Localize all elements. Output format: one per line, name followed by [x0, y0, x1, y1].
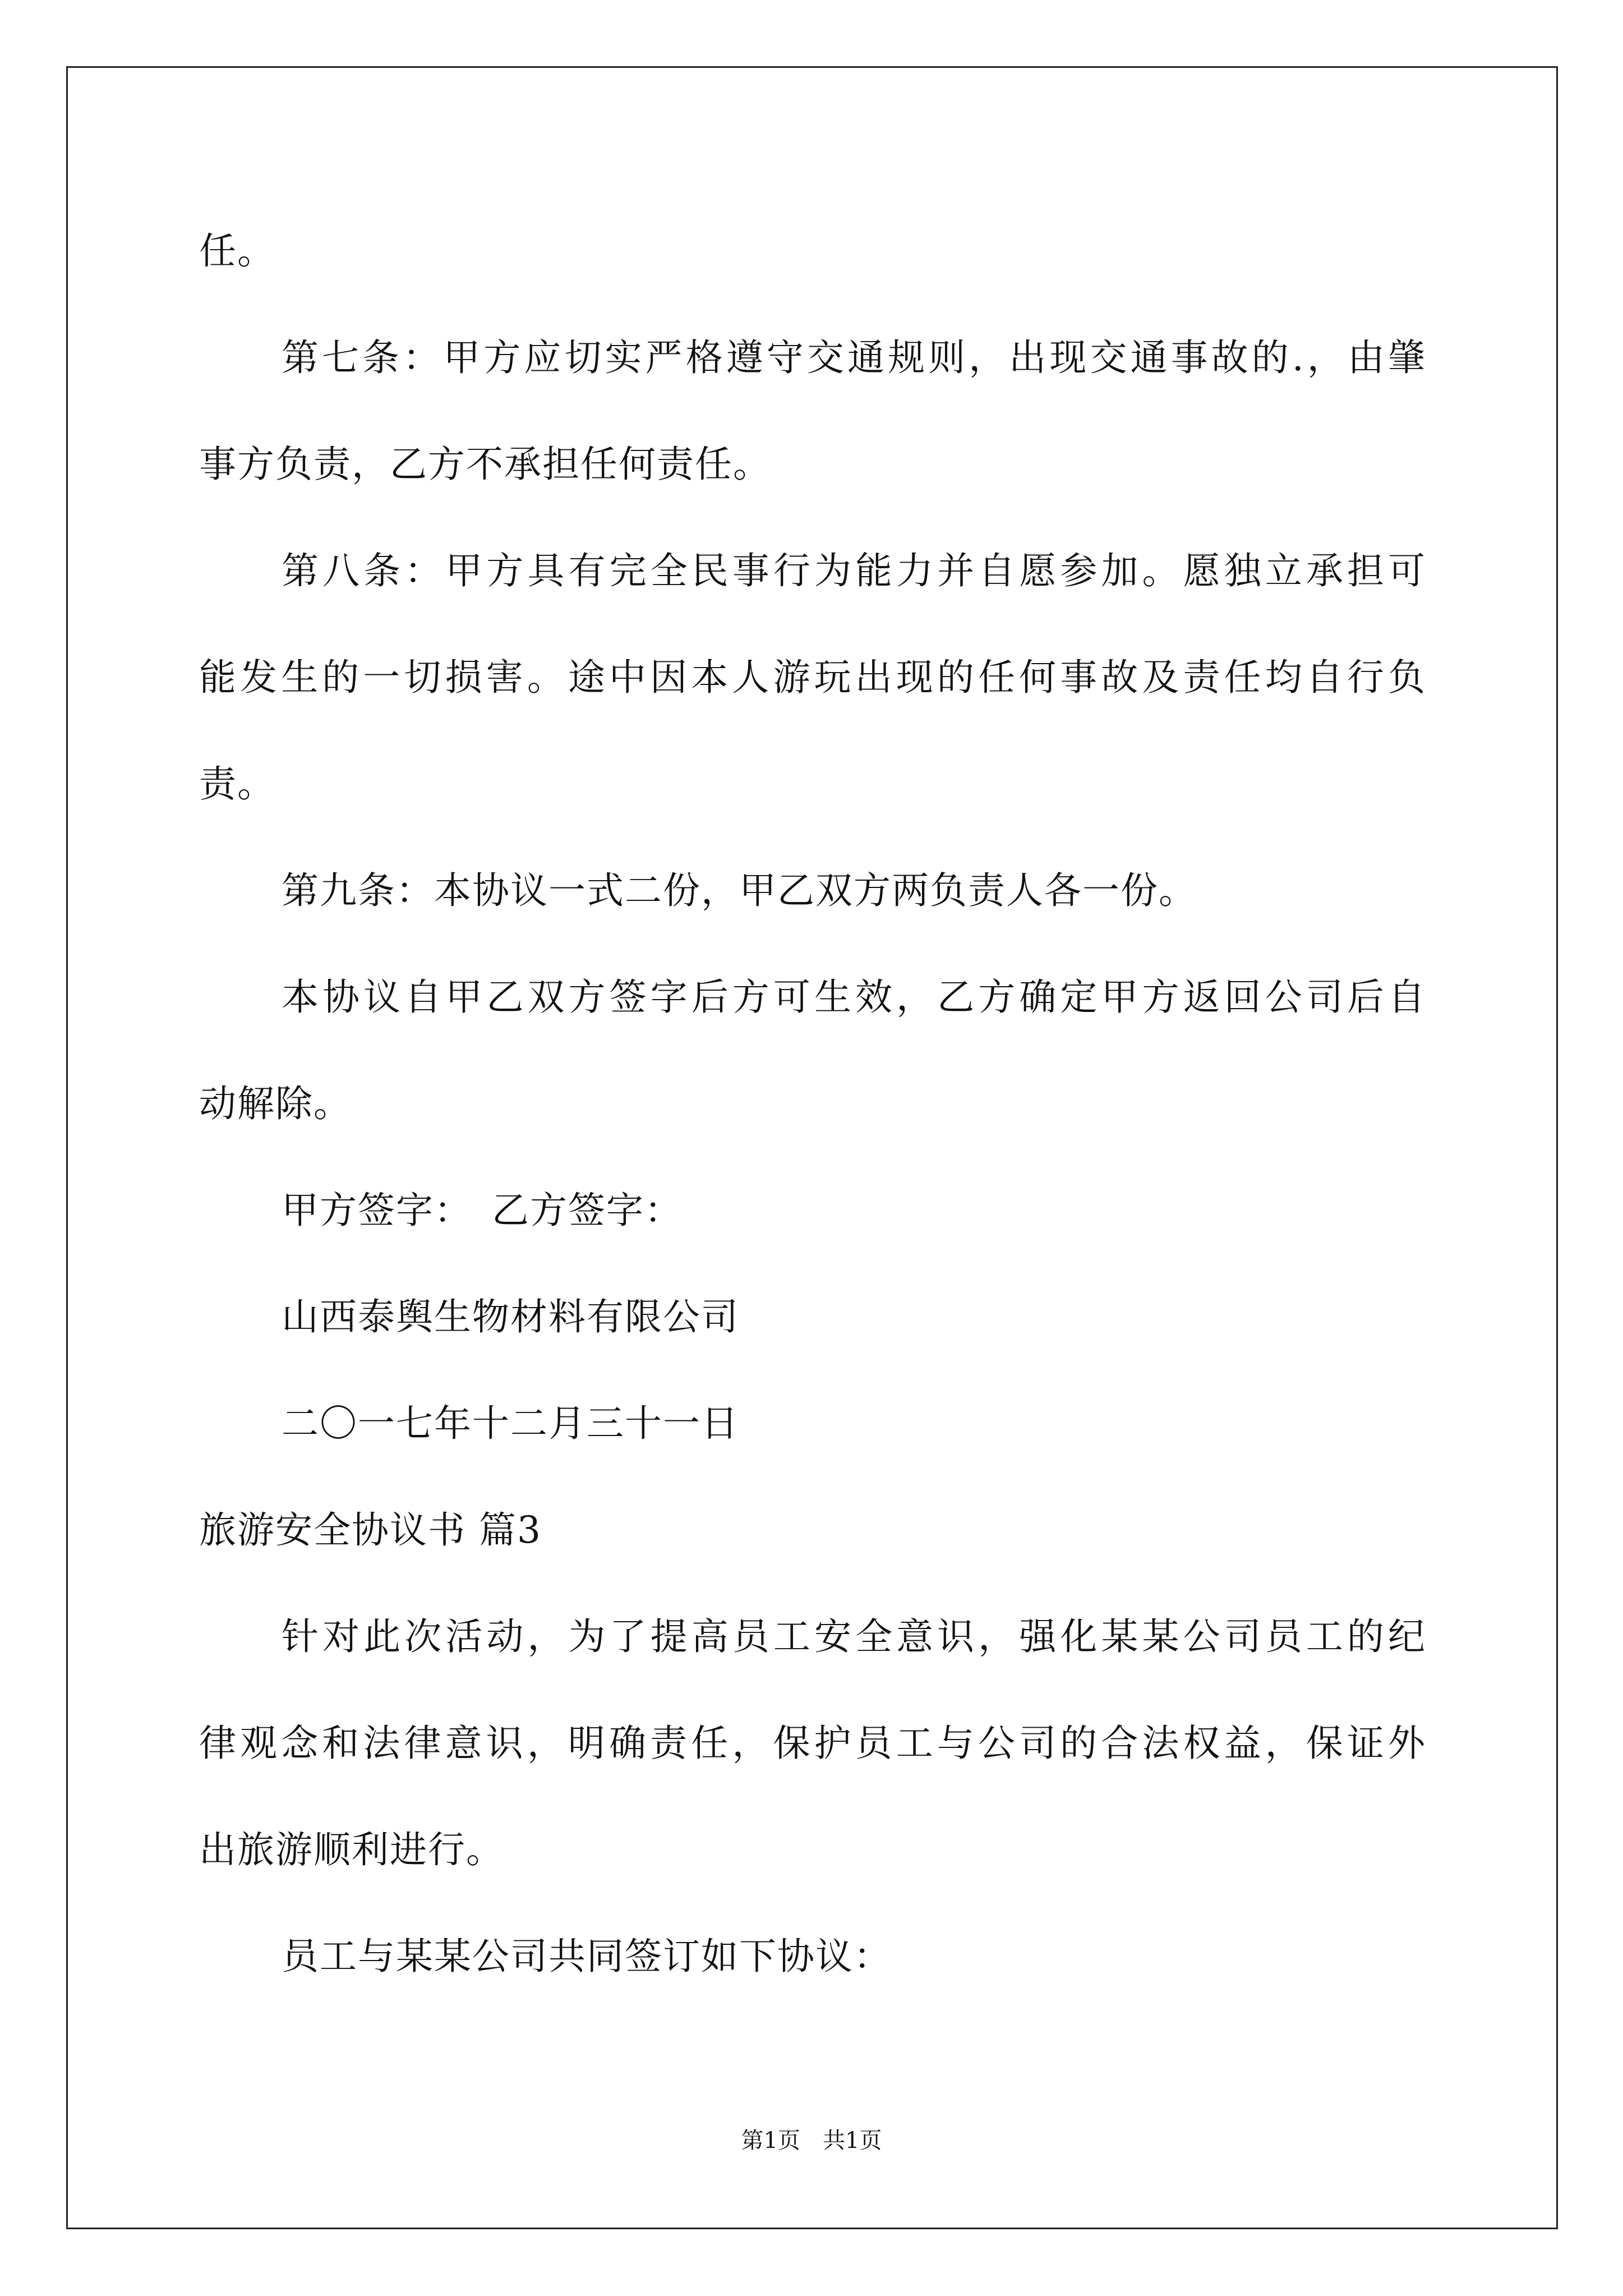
company-name: 山西泰舆生物材料有限公司	[282, 1295, 739, 1338]
date-line: 二〇一七年十二月三十一日	[282, 1402, 739, 1445]
article-9-line: 第九条：本协议一式二份，甲乙双方两负责人各一份。	[282, 869, 1197, 912]
article-8-line-1: 第八条：甲方具有完全民事行为能力并自愿参加。愿独立承担可	[282, 549, 1425, 592]
signature-line: 甲方签字： 乙方签字：	[282, 1189, 683, 1232]
text-line-1: 任。	[199, 229, 275, 273]
article-8-line-3: 责。	[199, 762, 275, 806]
section-heading: 旅游安全协议书 篇3	[199, 1508, 542, 1552]
page-border	[66, 66, 1558, 2229]
intro-line-3: 出旅游顺利进行。	[199, 1828, 504, 1871]
effect-line-1: 本协议自甲乙双方签字后方可生效，乙方确定甲方返回公司后自	[282, 976, 1425, 1019]
agreement-line: 员工与某某公司共同签订如下协议：	[282, 1935, 892, 1978]
page-footer: 第1页 共1页	[741, 2128, 882, 2154]
article-7-line-2: 事方负责，乙方不承担任何责任。	[199, 443, 771, 486]
effect-line-2: 动解除。	[199, 1082, 352, 1125]
intro-line-2: 律观念和法律意识，明确责任，保护员工与公司的合法权益，保证外	[199, 1722, 1425, 1765]
article-7-line-1: 第七条：甲方应切实严格遵守交通规则，出现交通事故的.，由肇	[282, 336, 1425, 379]
intro-line-1: 针对此次活动，为了提高员工安全意识，强化某某公司员工的纪	[282, 1615, 1425, 1658]
article-8-line-2: 能发生的一切损害。途中因本人游玩出现的任何事故及责任均自行负	[199, 656, 1425, 699]
